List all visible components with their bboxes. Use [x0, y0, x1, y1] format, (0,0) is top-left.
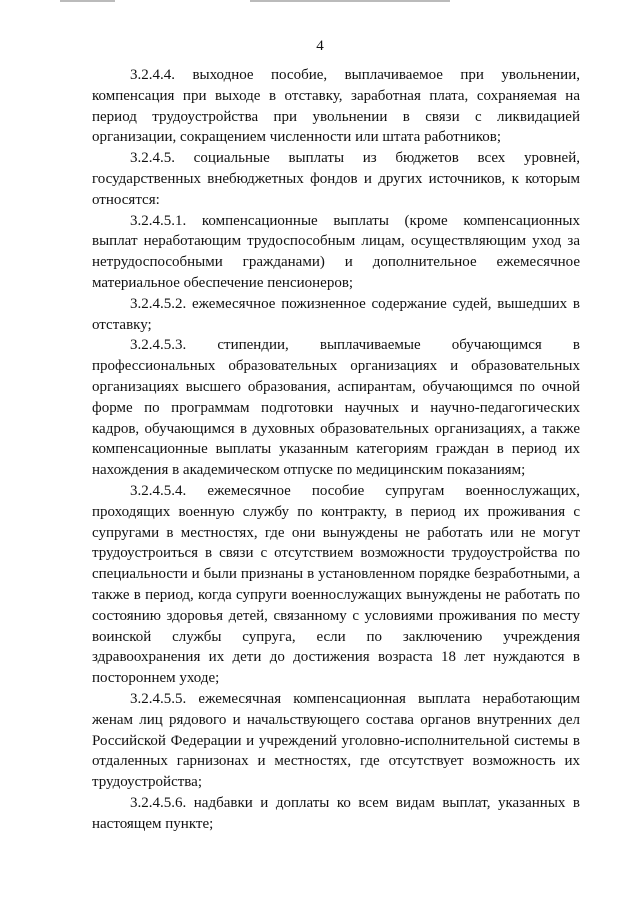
- paragraph-3-2-4-5-4: 3.2.4.5.4. ежемесячное пособие супругам военнослужащих, проходящих военную службу по контракту, в период их проживания с супругами в местностях, где они вынуждены не работать или не могут трудоустроиться в связи с отсутствием возможности трудоустройства по специальности и были признаны в установленном порядке безработными, а также в период, когда супруги военнослужащих вынуждены не работать по состоянию здоровья детей, связанному с условиями проживания по месту воинской службы супруга, если по заключению учреждения здравоохранения их дети до достижения возраста 18 лет нуждаются в постороннем уходе;: [92, 482, 580, 687]
- document-body: [92, 65, 580, 834]
- scan-mark: [250, 0, 450, 2]
- paragraph-3-2-4-5-1: 3.2.4.5.1. компенсационные выплаты (кроме компенсационных выплат неработающим трудоспособным лицам, осуществляющим уход за нетрудоспособными гражданами) и дополнительное ежемесячное материальное обеспечение пенсионеров;: [92, 212, 580, 291]
- paragraph-3-2-4-5-5: 3.2.4.5.5. ежемесячная компенсационная выплата неработающим женам лиц рядового и начальствующего состава органов внутренних дел Российской Федерации и учреждений уголовно-исполнительной системы в отдаленных гарнизонах и местностях, где отсутствует возможность их трудоустройства;: [92, 690, 580, 791]
- paragraph-3-2-4-5: 3.2.4.5. социальные выплаты из бюджетов всех уровней, государственных внебюджетных фондов и других источников, к которым относятся:: [92, 150, 580, 208]
- scan-edge-marks: [0, 0, 640, 4]
- paragraph-3-2-4-5-6: 3.2.4.5.6. надбавки и доплаты ко всем видам выплат, указанных в настоящем пункте;: [92, 794, 580, 832]
- scan-mark: [60, 0, 115, 2]
- paragraph-3-2-4-4: 3.2.4.4. выходное пособие, выплачиваемое при увольнении, компенсация при выходе в отставку, заработная плата, сохраняемая на период трудоустройства при увольнении в связи с ликвидацией организации, сокращением численности или штата работников;: [92, 67, 580, 146]
- paragraph-3-2-4-5-2: 3.2.4.5.2. ежемесячное пожизненное содержание судей, вышедших в отставку;: [92, 295, 580, 333]
- paragraph-3-2-4-5-3: 3.2.4.5.3. стипендии, выплачиваемые обучающимся в профессиональных образовательных организациях и образовательных организациях высшего образования, аспирантам, обучающимся по очной форме по программам подготовки научных и научно-педагогических кадров, обучающимся в духовных образовательных организациях, а также компенсационные выплаты указанным категориям граждан в период их нахождения в академическом отпуске по медицинским показаниям;: [92, 337, 580, 479]
- page-number: 4: [316, 38, 324, 54]
